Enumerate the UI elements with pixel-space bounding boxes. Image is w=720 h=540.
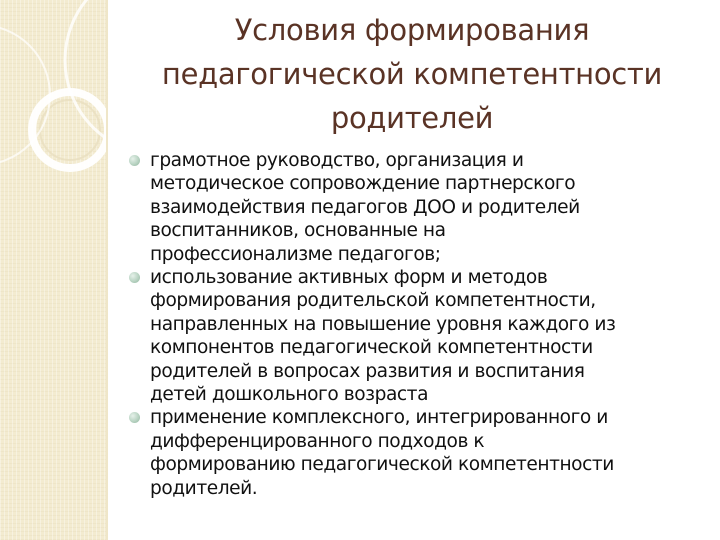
- bullet-line: формированию педагогической компетентности: [150, 454, 614, 476]
- bullet-list: [150, 149, 698, 500]
- bullet-line: применение комплексного, интегрированного и: [150, 407, 608, 429]
- bullet-dot-icon: [129, 412, 140, 423]
- bullet-line: детей дошкольного возраста: [150, 384, 429, 406]
- bullet-dot-icon: [129, 155, 140, 166]
- title-line: родителей: [330, 101, 494, 135]
- strip-divider: [106, 0, 108, 540]
- ring-decoration-icon: [0, 0, 106, 200]
- bullet-dot-icon: [129, 272, 140, 283]
- bullet-line: профессионализме педагогов;: [150, 243, 441, 265]
- title-line: педагогической компетентности: [161, 57, 663, 91]
- bullet-item: [150, 266, 698, 406]
- slide-title: [112, 8, 712, 140]
- bullet-line: компонентов педагогической компетентности: [150, 337, 593, 359]
- bullet-item: [150, 406, 698, 500]
- bullet-line: родителей.: [150, 477, 258, 499]
- bullet-line: взаимодействия педагогов ДОО и родителей: [150, 196, 580, 218]
- bullet-line: формирования родительской компетентности,: [150, 290, 596, 312]
- bullet-line: воспитанников, основанные на: [150, 220, 446, 242]
- title-line: Условия формирования: [234, 13, 590, 47]
- decorative-side-strip: [0, 0, 106, 540]
- bullet-line: направленных на повышение уровня каждого из: [150, 313, 616, 335]
- bullet-line: дифференцированного подходов к: [150, 430, 485, 452]
- bullet-line: родителей в вопросах развития и воспитания: [150, 360, 585, 382]
- bullet-line: использование активных форм и методов: [150, 267, 548, 289]
- bullet-line: грамотное руководство, организация и: [150, 150, 524, 171]
- bullet-item: [150, 149, 698, 266]
- bullet-line: методическое сопровождение партнерского: [150, 173, 576, 195]
